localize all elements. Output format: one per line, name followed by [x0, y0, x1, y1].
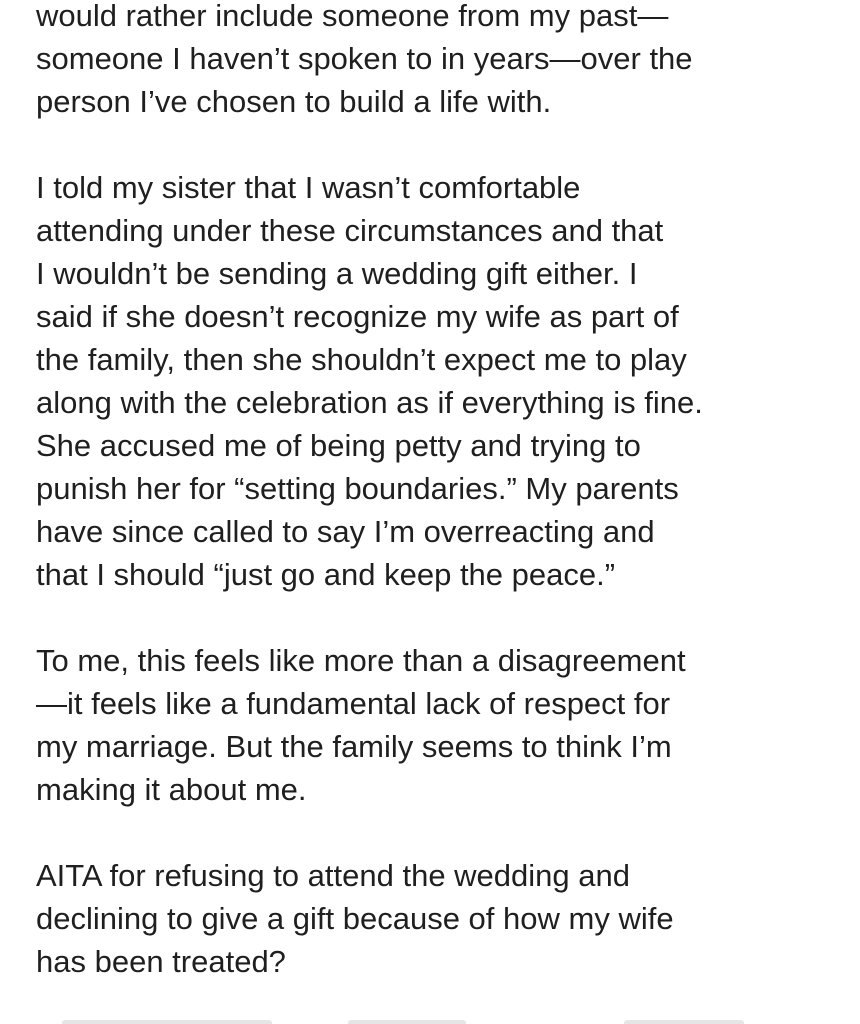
post-line: would rather include someone from my past— [36, 0, 669, 33]
post-line: my marriage. But the family seems to think I’m [36, 729, 672, 764]
post-paragraph-3 [36, 639, 836, 811]
post-line: I wouldn’t be sending a wedding gift either. I [36, 256, 638, 291]
bottom-action-edge[interactable] [62, 1020, 272, 1024]
post-line: declining to give a gift because of how my wife [36, 901, 674, 936]
post-line: person I’ve chosen to build a life with. [36, 84, 552, 119]
post-line: To me, this feels like more than a disagreement [36, 643, 686, 678]
post-line: along with the celebration as if everything is fine. [36, 385, 703, 420]
post-paragraph-2 [36, 166, 836, 596]
post-line: attending under these circumstances and that [36, 213, 664, 248]
post-line: —it feels like a fundamental lack of respect for [36, 686, 671, 721]
post-line: making it about me. [36, 772, 307, 807]
post-line: I told my sister that I wasn’t comfortable [36, 170, 581, 205]
post-line: the family, then she shouldn’t expect me to play [36, 342, 687, 377]
bottom-action-edge[interactable] [348, 1020, 466, 1024]
post-paragraph-4 [36, 854, 836, 983]
post-line: She accused me of being petty and trying to [36, 428, 641, 463]
post-paragraph-1 [36, 0, 836, 123]
post-line: has been treated? [36, 944, 286, 979]
post-line: that I should “just go and keep the peace.” [36, 557, 616, 592]
post-line: punish her for “setting boundaries.” My parents [36, 471, 679, 506]
bottom-action-bar-edge [0, 1014, 860, 1024]
bottom-action-edge[interactable] [624, 1020, 744, 1024]
post-line: AITA for refusing to attend the wedding and [36, 858, 630, 893]
post-body [36, 0, 836, 1024]
post-line: have since called to say I’m overreacting and [36, 514, 655, 549]
post-line: someone I haven’t spoken to in years—over the [36, 41, 693, 76]
post-line: said if she doesn’t recognize my wife as part of [36, 299, 679, 334]
